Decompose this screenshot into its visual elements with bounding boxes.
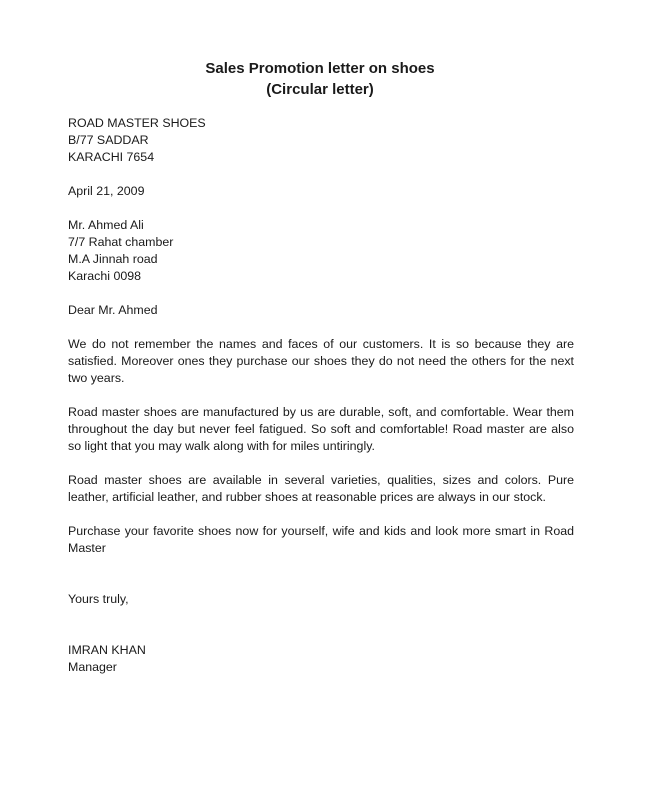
body-paragraph-4: Purchase your favorite shoes now for yourself, wife and kids and look more smart in Road Master [68, 524, 574, 555]
recipient-name: Mr. Ahmed Ali [68, 218, 144, 232]
sender-name: ROAD MASTER SHOES [68, 116, 206, 130]
signatory-title: Manager [68, 660, 117, 674]
letter-date: April 21, 2009 [68, 184, 145, 198]
recipient-address-line-3: Karachi 0098 [68, 269, 142, 283]
sender-address-line-1: B/77 SADDAR [68, 133, 149, 147]
letter-subtitle: (Circular letter) [266, 81, 374, 98]
letter-body [68, 115, 574, 676]
signatory-name: IMRAN KHAN [68, 643, 146, 657]
letter-heading [0, 58, 640, 100]
salutation: Dear Mr. Ahmed [68, 303, 158, 317]
recipient-address-line-2: M.A Jinnah road [68, 252, 158, 266]
sender-address [68, 115, 574, 166]
body-paragraph-1: We do not remember the names and faces of our customers. It is so because they are satisfied. Moreover ones they purchase our shoes they do not need the others for the next two years. [68, 337, 574, 385]
recipient-address-line-1: 7/7 Rahat chamber [68, 235, 174, 249]
sender-address-line-2: KARACHI 7654 [68, 150, 155, 164]
letter-title: Sales Promotion letter on shoes [205, 60, 435, 77]
body-paragraph-2: Road master shoes are manufactured by us are durable, soft, and comfortable. Wear them throughout the day but never feel fatigued. So soft and comfortable! Road master are also so light that you may walk along with for miles untiringly. [68, 405, 574, 453]
closing: Yours truly, [68, 592, 129, 606]
signature-block [68, 642, 574, 676]
body-paragraph-3: Road master shoes are available in several varieties, qualities, sizes and colors. Pure leather, artificial leather, and rubber shoes at reasonable prices are always in our stock. [68, 473, 574, 504]
recipient-address [68, 217, 574, 285]
